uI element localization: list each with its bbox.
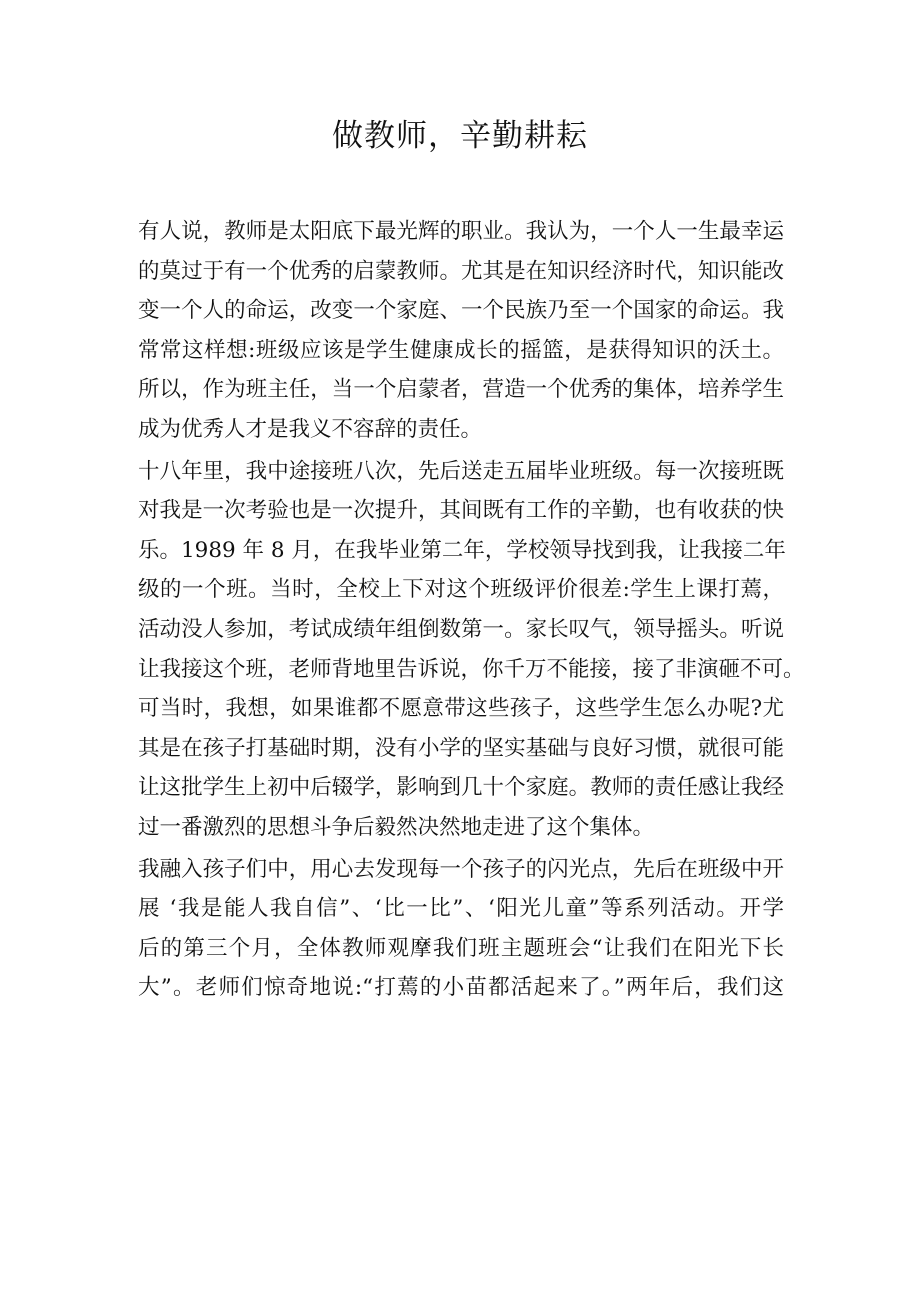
text-line: 其是在孩子打基础时期，没有小学的坚实基础与良好习惯，就很可能 <box>138 735 784 761</box>
text-line: 大”。老师们惊奇地说:“打蔫的小苗都活起来了。”两年后，我们这 <box>138 975 784 1001</box>
text-line: 我融入孩子们中，用心去发现每一个孩子的闪光点，先后在班级中开 <box>138 856 784 882</box>
text-line: 对我是一次考验也是一次提升，其间既有工作的辛勤，也有收获的快 <box>138 498 784 524</box>
text-line: 可当时，我想，如果谁都不愿意带这些孩子，这些学生怎么办呢?尤 <box>138 696 784 722</box>
text-line: 让我接这个班，老师背地里告诉说，你千万不能接，接了非演砸不可。 <box>138 656 805 682</box>
paragraph-3 <box>138 850 784 1008</box>
paragraph-1 <box>138 212 784 450</box>
text-line: 成为优秀人才是我义不容辞的责任。 <box>138 416 483 442</box>
document-title: 做教师，辛勤耕耘 <box>332 118 588 154</box>
document-body <box>138 212 805 1008</box>
text-line: 的莫过于有一个优秀的启蒙教师。尤其是在知识经济时代，知识能改 <box>138 258 784 284</box>
text-line: 变一个人的命运，改变一个家庭、一个民族乃至一个国家的命运。我 <box>138 298 784 324</box>
text-line: 过一番激烈的思想斗争后毅然决然地走进了这个集体。 <box>138 814 655 840</box>
text-line: 活动没人参加，考试成绩年组倒数第一。家长叹气，领导摇头。听说 <box>138 616 784 642</box>
text-line: 有人说，教师是太阳底下最光辉的职业。我认为，一个人一生最幸运 <box>138 219 784 244</box>
text-line: 级的一个班。当时，全校上下对这个班级评价很差:学生上课打蔫， <box>138 577 784 603</box>
text-line: 让这批学生上初中后辍学，影响到几十个家庭。教师的责任感让我经 <box>138 775 784 801</box>
text-line: 乐。1989 年 8 月，在我毕业第二年，学校领导找到我，让我接二年 <box>138 537 786 563</box>
text-line: 后的第三个月，全体教师观摩我们班主题班会“让我们在阳光下长 <box>138 935 784 961</box>
paragraph-2 <box>138 452 805 848</box>
text-line: 所以，作为班主任，当一个启蒙者，营造一个优秀的集体，培养学生 <box>138 377 784 403</box>
text-line: 常常这样想:班级应该是学生健康成长的摇篮，是获得知识的沃土。 <box>138 337 784 363</box>
text-line: 十八年里，我中途接班八次，先后送走五届毕业班级。每一次接班既 <box>138 458 784 484</box>
text-line: 展 ‘我是能人我自信”、‘比一比”、‘阳光儿童”等系列活动。开学 <box>138 896 784 922</box>
